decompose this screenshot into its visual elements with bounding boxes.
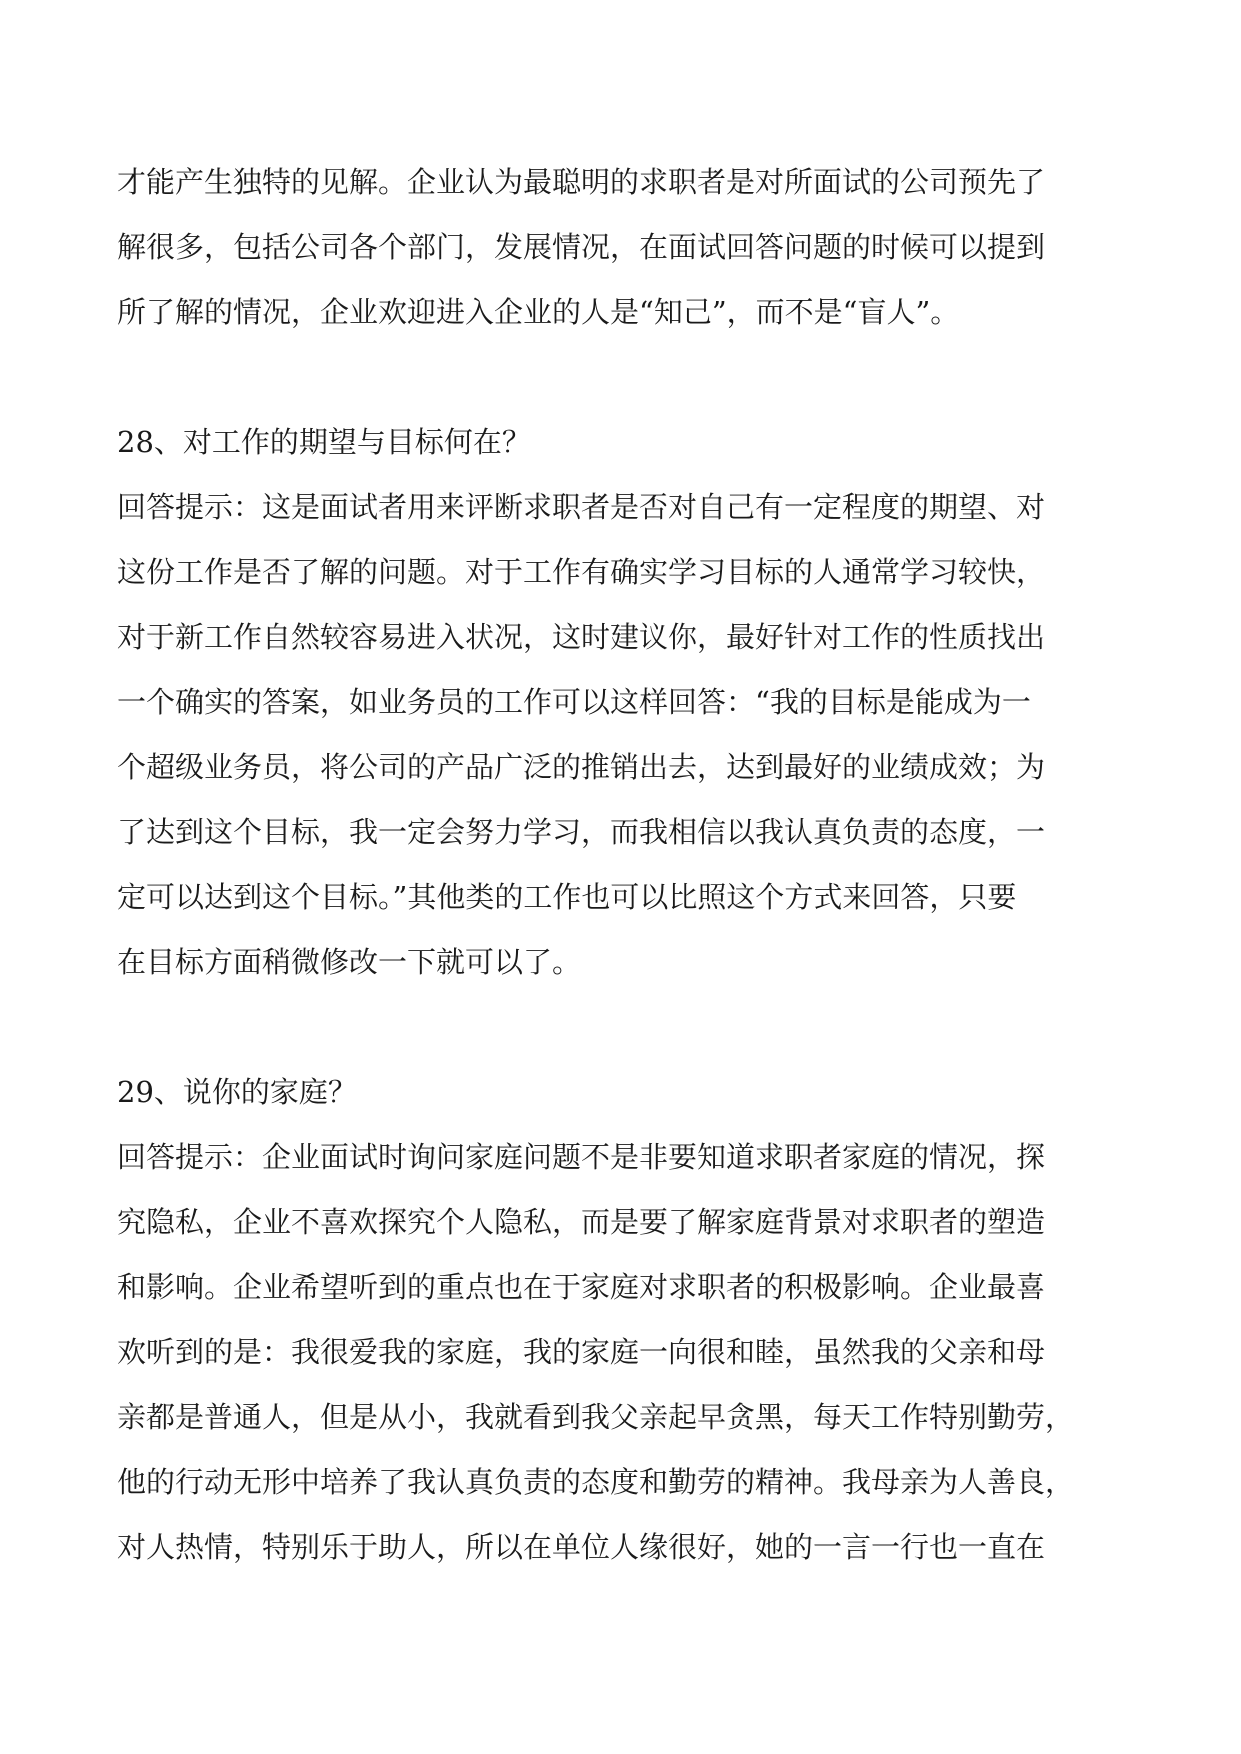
text-line: 对人热情，特别乐于助人，所以在单位人缘很好，她的一言一行也一直在 xyxy=(117,1530,1046,1564)
question-29 xyxy=(117,1060,1117,1580)
paragraph-gap xyxy=(117,995,1117,1060)
text-line: 了达到这个目标，我一定会努力学习，而我相信以我认真负责的态度，一 xyxy=(117,815,1046,849)
text-line: 欢听到的是：我很爱我的家庭，我的家庭一向很和睦，虽然我的父亲和母 xyxy=(117,1335,1046,1369)
text-line: 他的行动无形中培养了我认真负责的态度和勤劳的精神。我母亲为人善良， xyxy=(117,1465,1075,1499)
document-body xyxy=(117,150,1117,1580)
question-heading: 29、说你的家庭？ xyxy=(117,1075,357,1109)
paragraph-gap xyxy=(117,345,1117,410)
text-line: 个超级业务员，将公司的产品广泛的推销出去，达到最好的业绩成效；为 xyxy=(117,750,1046,784)
question-28 xyxy=(117,410,1117,995)
text-line: 在目标方面稍微修改一下就可以了。 xyxy=(117,945,582,979)
text-line: 究隐私，企业不喜欢探究个人隐私，而是要了解家庭背景对求职者的塑造 xyxy=(117,1205,1046,1239)
text-line: 解很多，包括公司各个部门，发展情况，在面试回答问题的时候可以提到 xyxy=(117,230,1046,264)
text-line: 一个确实的答案，如业务员的工作可以这样回答：“我的目标是能成为一 xyxy=(117,685,1031,719)
text-line: 对于新工作自然较容易进入状况，这时建议你，最好针对工作的性质找出 xyxy=(117,620,1046,654)
text-line: 这份工作是否了解的问题。对于工作有确实学习目标的人通常学习较快， xyxy=(117,555,1046,589)
text-line: 回答提示：企业面试时询问家庭问题不是非要知道求职者家庭的情况，探 xyxy=(117,1140,1046,1174)
paragraph-intro xyxy=(117,150,1117,345)
text-line: 亲都是普通人，但是从小，我就看到我父亲起早贪黑，每天工作特别勤劳， xyxy=(117,1400,1075,1434)
question-heading: 28、对工作的期望与目标何在？ xyxy=(117,425,531,459)
text-line: 所了解的情况，企业欢迎进入企业的人是“知己”，而不是“盲人”。 xyxy=(117,295,960,329)
text-line: 和影响。企业希望听到的重点也在于家庭对求职者的积极影响。企业最喜 xyxy=(117,1270,1046,1304)
text-line: 回答提示：这是面试者用来评断求职者是否对自己有一定程度的期望、对 xyxy=(117,490,1046,524)
text-line: 定可以达到这个目标。”其他类的工作也可以比照这个方式来回答，只要 xyxy=(117,880,1017,914)
text-line: 才能产生独特的见解。企业认为最聪明的求职者是对所面试的公司预先了 xyxy=(117,165,1046,199)
